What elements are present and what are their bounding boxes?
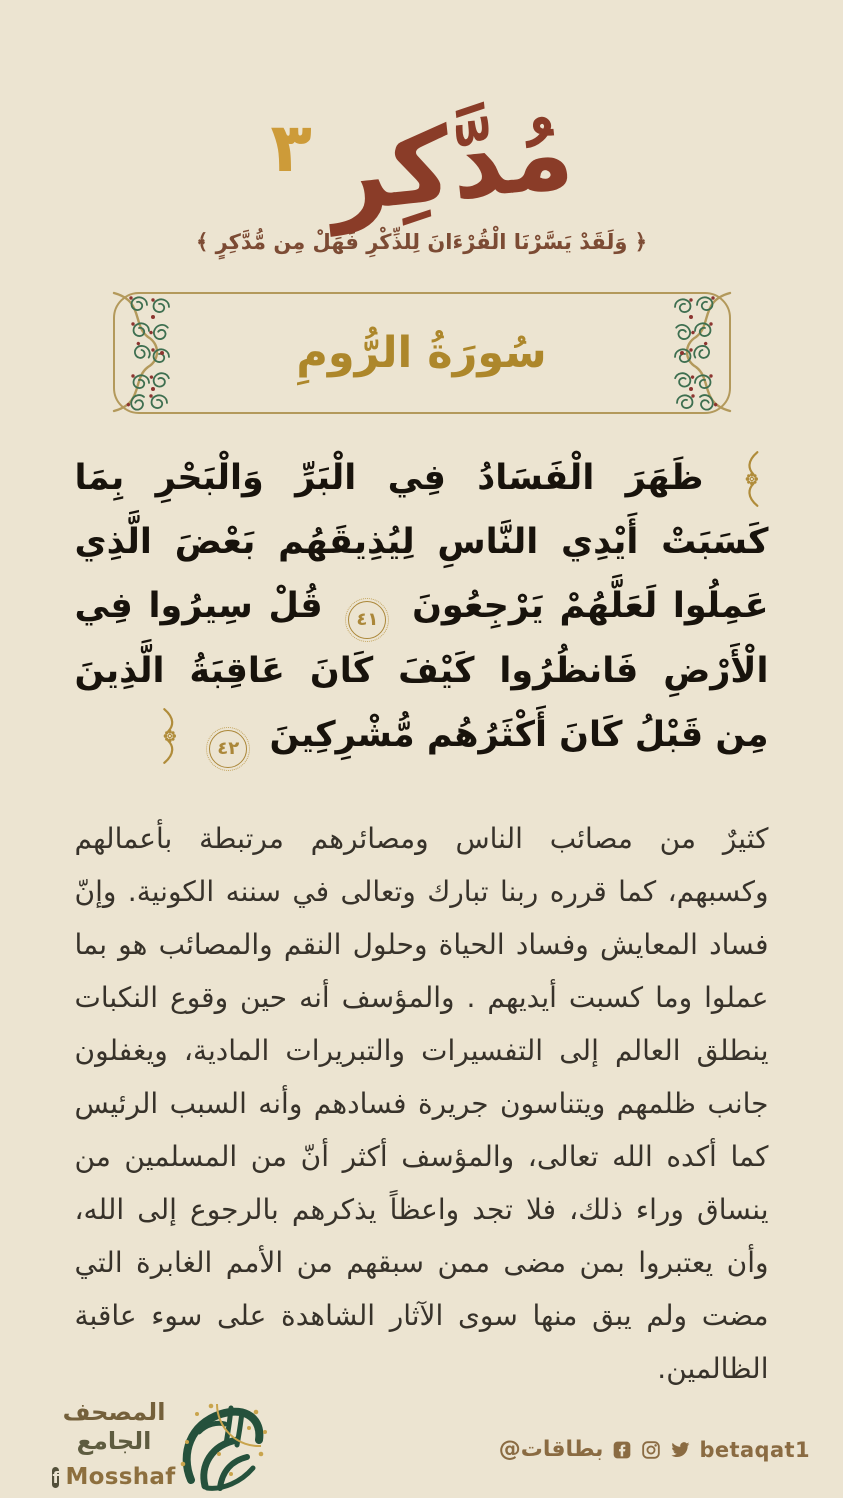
facebook-icon[interactable]: f [52,1467,60,1487]
brand-tagline: ﴿ وَلَقَدْ يَسَّرْنَا الْقُرْءَانَ لِلذِّكْرِ فَهَلْ مِن مُّدَّكِرٍ ﴾ [195,230,648,254]
facebook-page-name[interactable]: Mosshaf [65,1464,176,1490]
verse-42-text: قُلْ سِيرُوا فِي الْأَرْضِ فَانظُرُوا كَيْفَ كَانَ عَاقِبَةُ الَّذِينَ مِن قَبْلُ كَانَ أَكْثَرُهُم مُّشْرِكِينَ [74,586,769,755]
social-handles [499,1437,810,1462]
ayah-41-number: ٤١ [356,609,379,630]
ayah-42-medallion [209,730,247,768]
arabic-social-handle[interactable]: @بطاقات [498,1437,604,1462]
facebook-social-icon[interactable] [612,1440,632,1460]
commentary-text: كثيرٌ من مصائب الناس ومصائرهم مرتبطة بأعمالهم وكسبهم، كما قرره ربنا تبارك وتعالى في سننه الكونية. وإنّ فساد المعايش وفساد الحياة وحلول النقم والمصائب هو بما عملوا وما كسبت أيديهم . والمؤسف أنه حين وقوع النكبات ينطلق العالم إلى التفسيرات والتبريرات المادية، ويغفلون جانب ظلمهم ويتناسون جريرة فسادهم وأنه السبب الرئيس كما أكده الله تعالى، والمؤسف أكثر أنّ من المسلمين من ينساق وراء ذلك، فلا تجد واعظاً يذكرهم بالرجوع إلى الله، وأن يعتبروا بمن مضى ممن سبقهم من الأمم الغابرة التي مضت ولم يبق منها سوى الآثار الشاهدة على سوء عاقبة الظالمين. [74,822,769,1385]
publisher-wordmark-line1: المصحف [62,1398,166,1426]
calligraphy-seal-logo [161,1384,283,1498]
verse-41-text: ظَهَرَ الْفَسَادُ فِي الْبَرِّ وَالْبَحْرِ بِمَا كَسَبَتْ أَيْدِي النَّاسِ لِيُذِيقَهُم بَعْضَ الَّذِي عَمِلُوا لَعَلَّهُمْ يَرْجِعُونَ [74,458,769,626]
facebook-page-link[interactable] [54,1464,174,1490]
ayah-41-medallion [348,601,386,639]
instagram-icon[interactable] [641,1440,661,1460]
latin-social-handle[interactable]: betaqat1 [699,1437,810,1462]
publisher-wordmark-line2: الجامع [76,1427,152,1455]
ornate-bracket-close-icon [158,706,182,766]
brand-logo [0,40,843,237]
publisher-wordmark [54,1398,174,1456]
ayah-42-number: ٤٢ [217,738,240,759]
banner-ornament-right-icon [670,291,732,415]
brand-header [0,0,843,254]
brand-logo-word: مُدَّكِر [322,92,579,237]
quran-verse-block [75,446,769,768]
publisher-block [54,1398,174,1490]
banner-ornament-left-icon [112,291,174,415]
twitter-icon[interactable] [670,1440,690,1460]
brand-logo-number: ٣ [270,109,312,188]
ornate-bracket-open-icon [740,449,764,509]
surah-banner [113,292,731,414]
surah-title: سُورَةُ الرُّومِ [296,328,547,378]
